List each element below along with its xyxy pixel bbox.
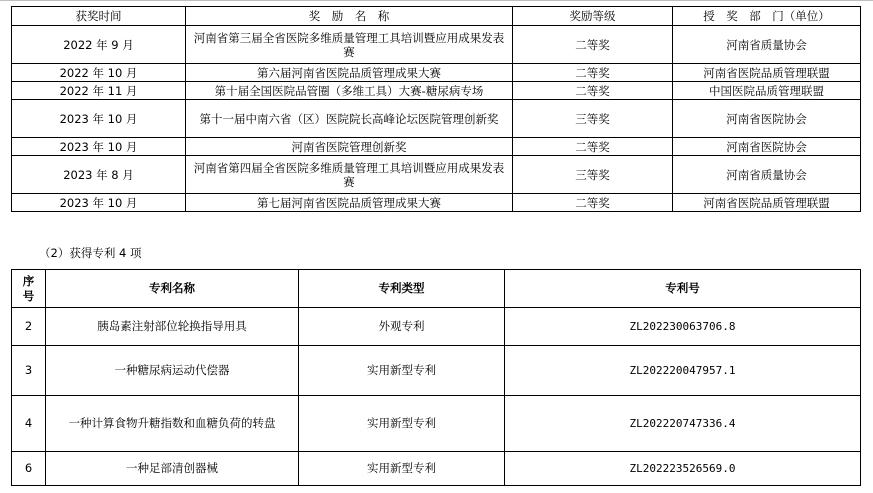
award-row bbox=[12, 194, 861, 212]
patent-type: 外观专利 bbox=[299, 308, 505, 346]
patent-row bbox=[12, 396, 861, 452]
award-level: 三等奖 bbox=[513, 156, 673, 194]
patent-section-heading: （2）获得专利 4 项 bbox=[39, 246, 142, 260]
patents-table bbox=[11, 269, 861, 486]
awards-header-row bbox=[12, 7, 861, 26]
award-level: 二等奖 bbox=[513, 64, 673, 82]
header-award-date: 获奖时间 bbox=[12, 7, 186, 26]
award-row bbox=[12, 26, 861, 64]
award-dept: 河南省质量协会 bbox=[673, 156, 861, 194]
patent-row bbox=[12, 346, 861, 396]
patent-index: 2 bbox=[12, 308, 46, 346]
award-dept: 河南省医院协会 bbox=[673, 138, 861, 156]
patent-number: ZL202220747336.4 bbox=[505, 396, 861, 452]
header-patent-index: 序号 bbox=[12, 270, 46, 308]
patent-number: ZL202223526569.0 bbox=[505, 452, 861, 486]
patent-type: 实用新型专利 bbox=[299, 396, 505, 452]
award-dept: 河南省医院品质管理联盟 bbox=[673, 194, 861, 212]
patent-row bbox=[12, 452, 861, 486]
patent-index: 6 bbox=[12, 452, 46, 486]
award-level: 二等奖 bbox=[513, 138, 673, 156]
award-name: 第七届河南省医院品质管理成果大赛 bbox=[186, 194, 513, 212]
patent-type: 实用新型专利 bbox=[299, 452, 505, 486]
awards-table bbox=[11, 6, 861, 212]
award-name: 第十一届中南六省（区）医院院长高峰论坛医院管理创新奖 bbox=[186, 100, 513, 138]
award-name: 河南省第三届全省医院多维质量管理工具培训暨应用成果发表赛 bbox=[186, 26, 513, 64]
patent-number: ZL202220047957.1 bbox=[505, 346, 861, 396]
header-award-dept: 授 奖 部 门（单位） bbox=[673, 7, 861, 26]
header-award-level: 奖励等级 bbox=[513, 7, 673, 26]
header-patent-type: 专利类型 bbox=[299, 270, 505, 308]
award-name: 河南省第四届全省医院多维质量管理工具培训暨应用成果发表赛 bbox=[186, 156, 513, 194]
patent-name: 一种糖尿病运动代偿器 bbox=[46, 346, 299, 396]
award-date: 2022 年 10 月 bbox=[12, 64, 186, 82]
patent-name: 一种计算食物升糖指数和血糖负荷的转盘 bbox=[46, 396, 299, 452]
patent-name: 胰岛素注射部位轮换指导用具 bbox=[46, 308, 299, 346]
award-dept: 河南省医院协会 bbox=[673, 100, 861, 138]
award-dept: 中国医院品质管理联盟 bbox=[673, 82, 861, 100]
award-name: 河南省医院管理创新奖 bbox=[186, 138, 513, 156]
award-date: 2022 年 11 月 bbox=[12, 82, 186, 100]
award-name: 第十届全国医院品管圈（多维工具）大赛-糖尿病专场 bbox=[186, 82, 513, 100]
award-level: 三等奖 bbox=[513, 100, 673, 138]
page-top-edge bbox=[0, 0, 873, 1]
award-date: 2022 年 9 月 bbox=[12, 26, 186, 64]
award-level: 二等奖 bbox=[513, 26, 673, 64]
award-dept: 河南省质量协会 bbox=[673, 26, 861, 64]
award-level: 二等奖 bbox=[513, 194, 673, 212]
award-dept: 河南省医院品质管理联盟 bbox=[673, 64, 861, 82]
patent-row bbox=[12, 308, 861, 346]
award-date: 2023 年 10 月 bbox=[12, 138, 186, 156]
award-row bbox=[12, 82, 861, 100]
patents-header-row bbox=[12, 270, 861, 308]
award-row bbox=[12, 138, 861, 156]
award-date: 2023 年 8 月 bbox=[12, 156, 186, 194]
award-row bbox=[12, 64, 861, 82]
award-row bbox=[12, 100, 861, 138]
award-row bbox=[12, 156, 861, 194]
patent-index: 3 bbox=[12, 346, 46, 396]
award-level: 二等奖 bbox=[513, 82, 673, 100]
patent-type: 实用新型专利 bbox=[299, 346, 505, 396]
patent-name: 一种足部清创器械 bbox=[46, 452, 299, 486]
header-patent-name: 专利名称 bbox=[46, 270, 299, 308]
award-date: 2023 年 10 月 bbox=[12, 194, 186, 212]
award-name: 第六届河南省医院品质管理成果大赛 bbox=[186, 64, 513, 82]
patent-index: 4 bbox=[12, 396, 46, 452]
patent-number: ZL202230063706.8 bbox=[505, 308, 861, 346]
header-award-name: 奖 励 名 称 bbox=[186, 7, 513, 26]
header-patent-number: 专利号 bbox=[505, 270, 861, 308]
award-date: 2023 年 10 月 bbox=[12, 100, 186, 138]
